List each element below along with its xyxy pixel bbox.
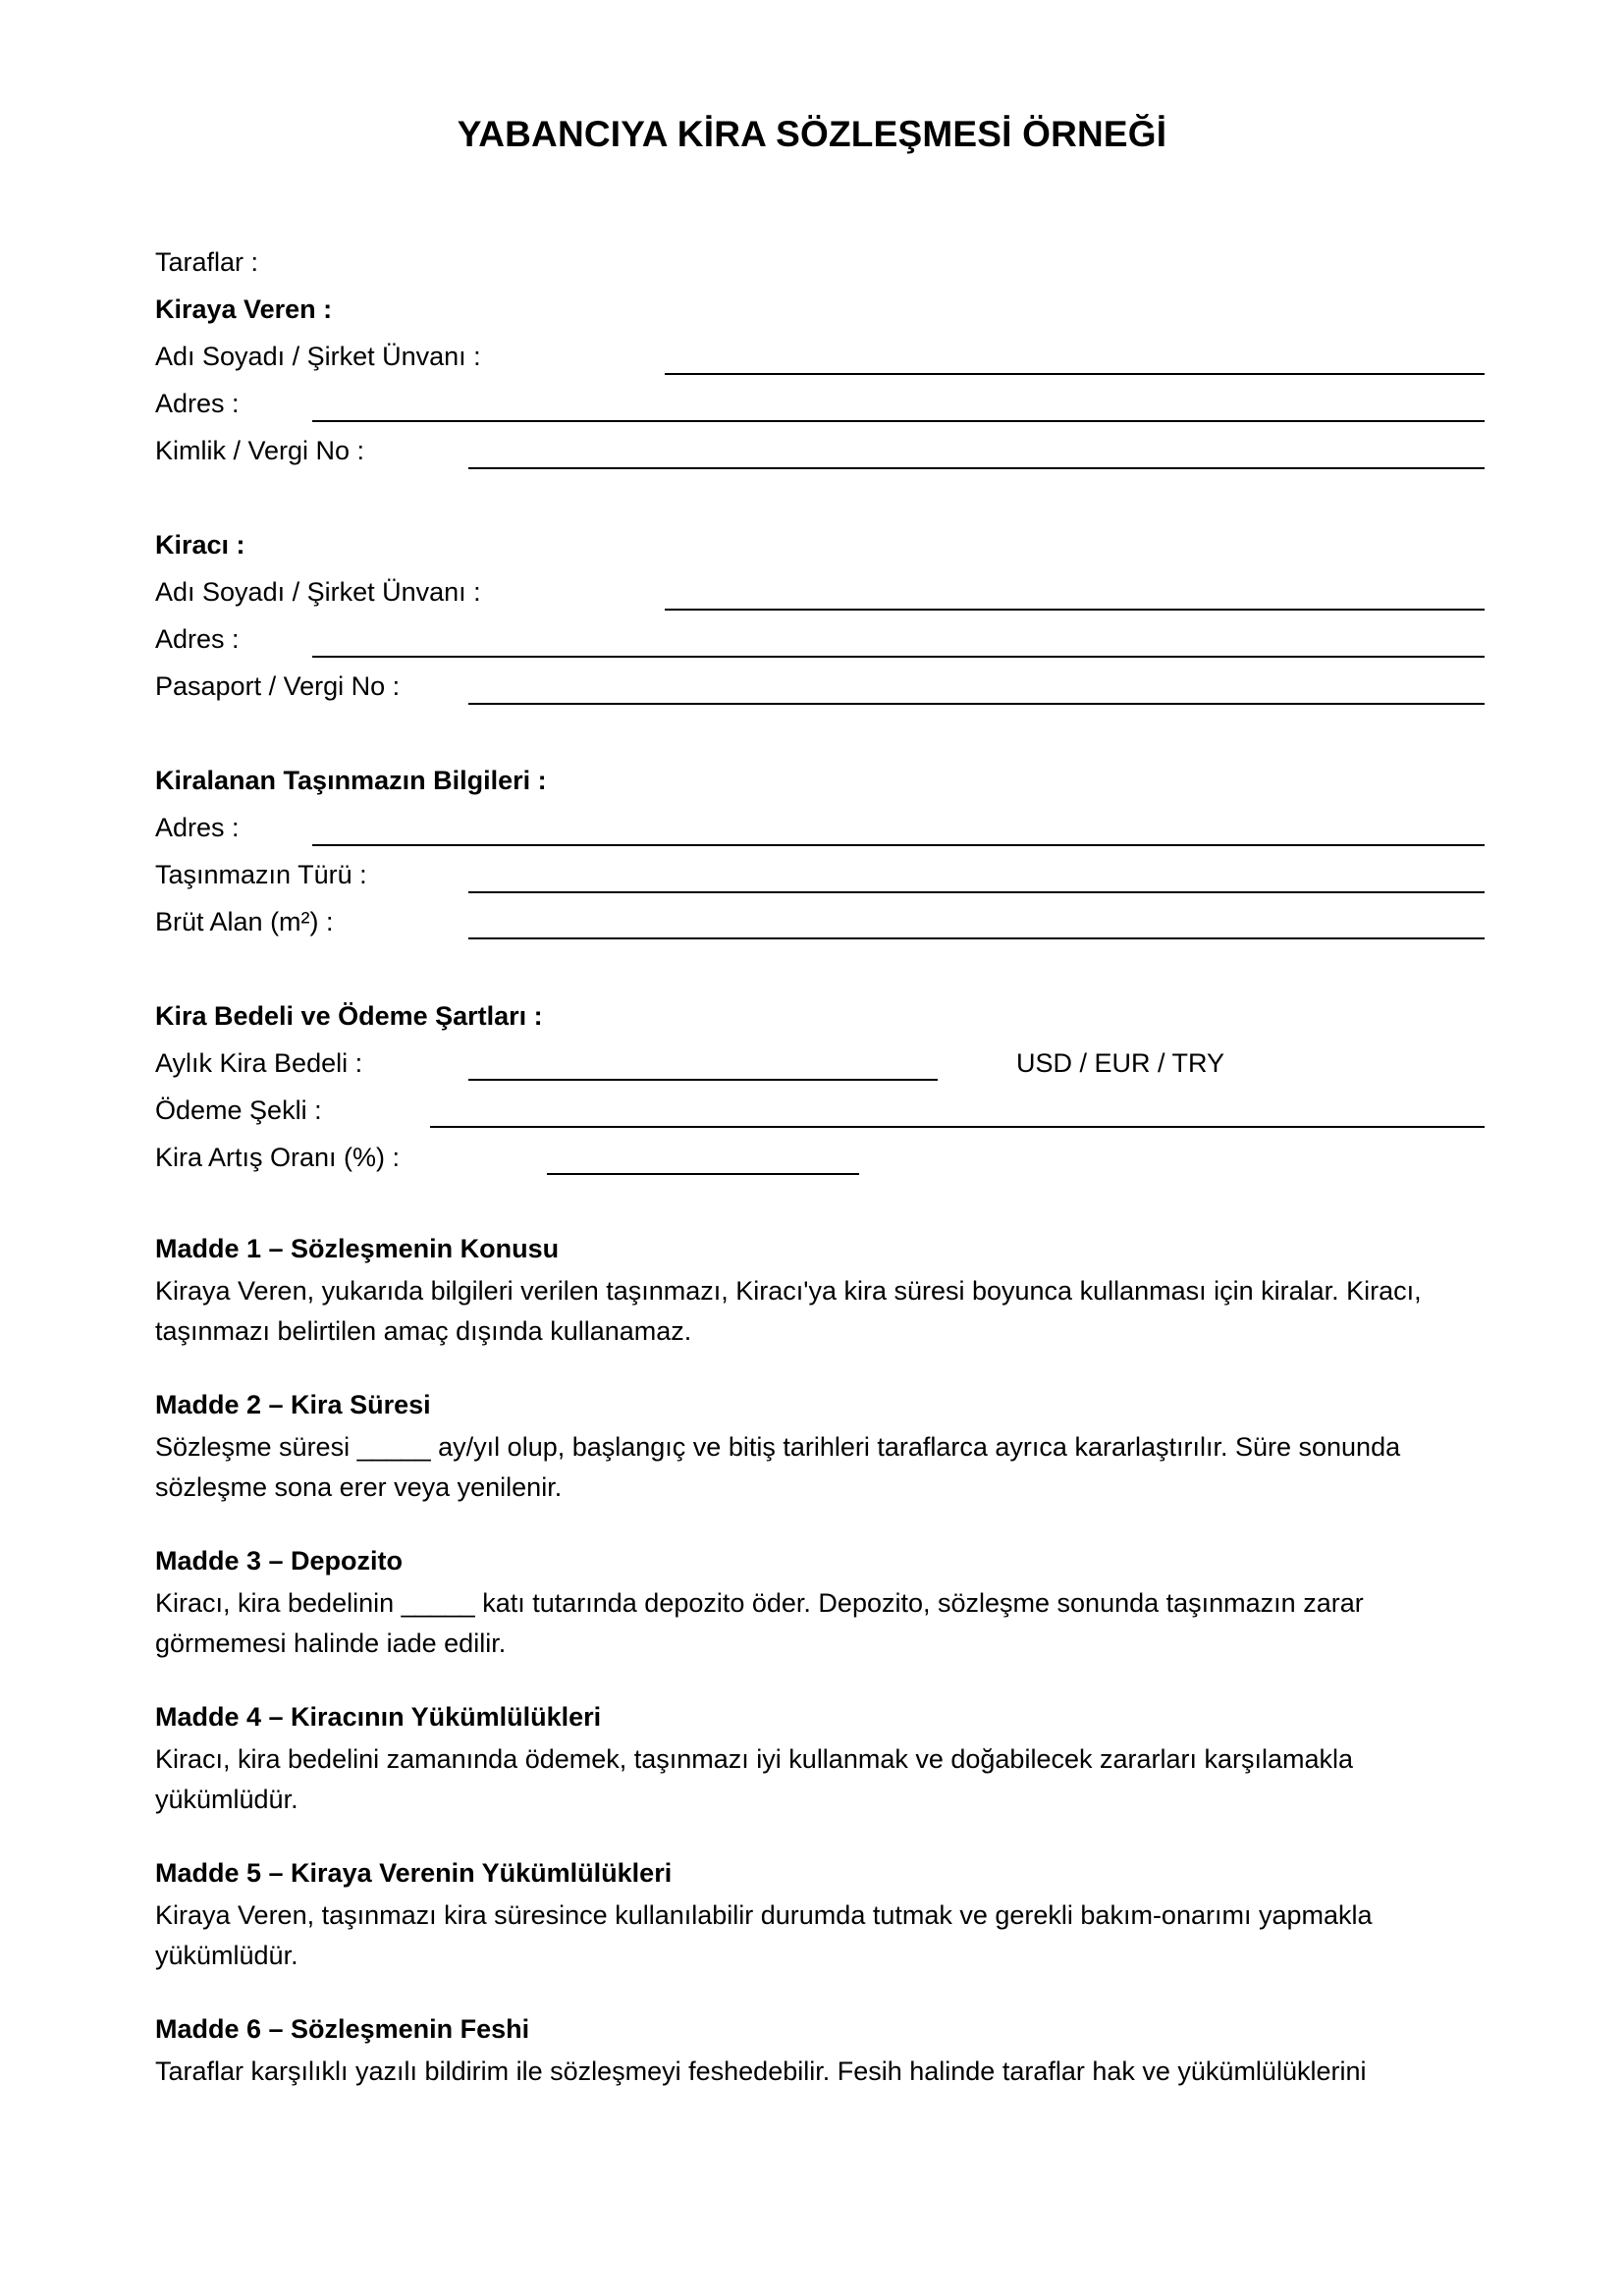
lessor-heading: Kiraya Veren : (155, 294, 333, 324)
article-5-text: Kiraya Veren, taşınmazı kira süresince kullanılabilir durumda tutmak ve gerekli bakım-onarımı yapmakla yükümlüdür. (155, 1900, 1373, 1970)
article-3-text: Kiracı, kira bedelinin _____ katı tutarında depozito öder. Depozito, sözleşme sonunda taşınmazın zarar görmemesi halinde iade edilir. (155, 1588, 1364, 1658)
article-4-text: Kiracı, kira bedelini zamanında ödemek, taşınmazı iyi kullanmak ve doğabilecek zararları karşılamakla yükümlüdür. (155, 1744, 1354, 1814)
lessor-address-label: Adres : (155, 389, 240, 418)
lessor-name-field[interactable] (665, 373, 1485, 375)
property-area-label: Brüt Alan (m²) : (155, 907, 334, 936)
parties-label: Taraflar : (155, 247, 259, 277)
tenant-address-label: Adres : (155, 624, 240, 654)
lessor-id-label: Kimlik / Vergi No : (155, 436, 365, 465)
article-6-text: Taraflar karşılıklı yazılı bildirim ile sözleşmeyi feshedebilir. Fesih halinde taraflar hak ve yükümlülüklerini (155, 2056, 1367, 2086)
article-5-heading: Madde 5 – Kiraya Verenin Yükümlülükleri (155, 1858, 673, 1888)
currency-options: USD / EUR / TRY (1016, 1048, 1225, 1078)
monthly-rent-field[interactable] (468, 1079, 938, 1081)
article-3-heading: Madde 3 – Depozito (155, 1546, 404, 1575)
rent-heading: Kira Bedeli ve Ödeme Şartları : (155, 1001, 543, 1031)
tenant-name-label: Adı Soyadı / Şirket Ünvanı : (155, 577, 481, 607)
property-type-label: Taşınmazın Türü : (155, 860, 367, 889)
payment-method-label: Ödeme Şekli : (155, 1095, 322, 1125)
rent-increase-field[interactable] (547, 1173, 859, 1175)
tenant-name-field[interactable] (665, 609, 1485, 611)
document-title: YABANCIYA KİRA SÖZLEŞMESİ ÖRNEĞİ (457, 114, 1167, 154)
lessor-name-label: Adı Soyadı / Şirket Ünvanı : (155, 342, 481, 371)
tenant-passport-label: Pasaport / Vergi No : (155, 671, 401, 701)
article-1-heading: Madde 1 – Sözleşmenin Konusu (155, 1234, 560, 1263)
tenant-passport-field[interactable] (468, 703, 1485, 705)
lessor-address-field[interactable] (312, 420, 1485, 422)
property-address-label: Adres : (155, 813, 240, 842)
article-1-text: Kiraya Veren, yukarıda bilgileri verilen taşınmazı, Kiracı'ya kira süresi boyunca kullanması için kiralar. Kiracı, taşınmazı belirtilen amaç dışında kullanamaz. (155, 1276, 1422, 1346)
property-address-field[interactable] (312, 844, 1485, 846)
tenant-address-field[interactable] (312, 656, 1485, 658)
monthly-rent-label: Aylık Kira Bedeli : (155, 1048, 363, 1078)
article-6-heading: Madde 6 – Sözleşmenin Feshi (155, 2014, 530, 2044)
lessor-id-field[interactable] (468, 467, 1485, 469)
property-heading: Kiralanan Taşınmazın Bilgileri : (155, 766, 547, 795)
payment-method-field[interactable] (430, 1126, 1485, 1128)
tenant-heading: Kiracı : (155, 530, 245, 560)
property-area-field[interactable] (468, 937, 1485, 939)
rent-increase-label: Kira Artış Oranı (%) : (155, 1143, 401, 1172)
property-type-field[interactable] (468, 891, 1485, 893)
article-2-text: Sözleşme süresi _____ ay/yıl olup, başlangıç ve bitiş tarihleri taraflarca ayrıca kararlaştırılır. Süre sonunda sözleşme sona erer veya yenilenir. (155, 1432, 1401, 1502)
article-4-heading: Madde 4 – Kiracının Yükümlülükleri (155, 1702, 602, 1732)
article-2-heading: Madde 2 – Kira Süresi (155, 1390, 431, 1419)
